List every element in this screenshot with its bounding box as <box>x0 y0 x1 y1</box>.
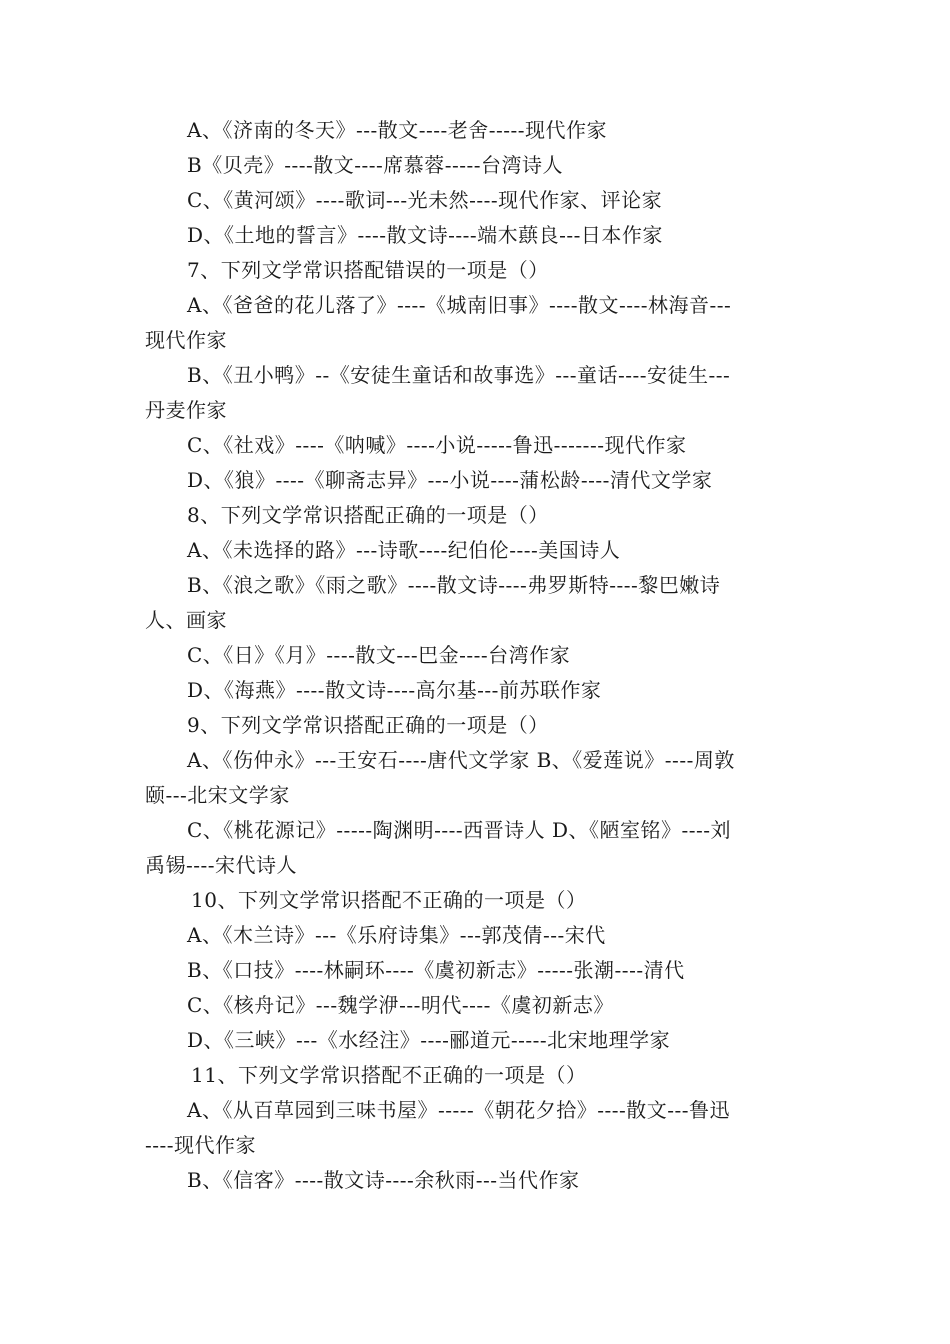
question-line: 9、下列文学常识搭配正确的一项是（） <box>187 713 549 737</box>
option-line: A、《伤仲永》---王安石----唐代文学家 B、《爱莲说》----周敦 <box>187 748 735 772</box>
text-line-continuation: ----现代作家 <box>145 1133 257 1157</box>
option-line: C、《桃花源记》-----陶渊明----西晋诗人 D、《陋室铭》----刘 <box>187 818 732 842</box>
option-line: B、《浪之歌》《雨之歌》----散文诗----弗罗斯特----黎巴嫩诗 <box>187 573 721 597</box>
option-line: D、《三峡》---《水经注》----郦道元-----北宋地理学家 <box>187 1028 671 1052</box>
option-line: C、《日》《月》----散文---巴金----台湾作家 <box>187 643 571 667</box>
question-line: 7、下列文学常识搭配错误的一项是（） <box>187 258 549 282</box>
document-body <box>145 113 810 1198</box>
option-line: A、《爸爸的花儿落了》----《城南旧事》----散文----林海音--- <box>187 293 732 317</box>
option-line: A、《济南的冬天》---散文----老舍-----现代作家 <box>187 118 608 142</box>
option-line: A、《未选择的路》---诗歌----纪伯伦----美国诗人 <box>187 538 621 562</box>
option-line: B、《口技》----林嗣环----《虞初新志》-----张潮----清代 <box>187 958 685 982</box>
text-line-continuation: 现代作家 <box>145 328 227 352</box>
option-line: A、《从百草园到三味书屋》-----《朝花夕拾》----散文---鲁迅 <box>187 1098 731 1122</box>
text-line-continuation: 丹麦作家 <box>145 398 227 422</box>
option-line: C、《社戏》----《呐喊》----小说-----鲁迅-------现代作家 <box>187 433 687 457</box>
question-line: 11、下列文学常识搭配不正确的一项是（） <box>191 1063 587 1087</box>
text-line-continuation: 颐---北宋文学家 <box>145 783 290 807</box>
option-line: B、《丑小鸭》--《安徒生童话和故事选》---童话----安徒生--- <box>187 363 731 387</box>
option-line: D、《海燕》----散文诗----高尔基---前苏联作家 <box>187 678 602 702</box>
option-line: B、《信客》----散文诗----余秋雨---当代作家 <box>187 1168 580 1192</box>
option-line: B《贝壳》----散文----席慕蓉-----台湾诗人 <box>187 153 564 177</box>
option-line: C、《核舟记》---魏学洢---明代----《虞初新志》 <box>187 993 614 1017</box>
option-line: A、《木兰诗》---《乐府诗集》---郭茂倩---宋代 <box>187 923 606 947</box>
question-line: 10、下列文学常识搭配不正确的一项是（） <box>191 888 587 912</box>
option-line: D、《狼》----《聊斋志异》---小说----蒲松龄----清代文学家 <box>187 468 713 492</box>
text-line-continuation: 人、画家 <box>145 608 227 632</box>
option-line: D、《土地的誓言》----散文诗----端木蕻良---日本作家 <box>187 223 663 247</box>
text-line-continuation: 禹锡----宋代诗人 <box>145 853 298 877</box>
question-line: 8、下列文学常识搭配正确的一项是（） <box>187 503 549 527</box>
option-line: C、《黄河颂》----歌词---光未然----现代作家、评论家 <box>187 188 663 212</box>
